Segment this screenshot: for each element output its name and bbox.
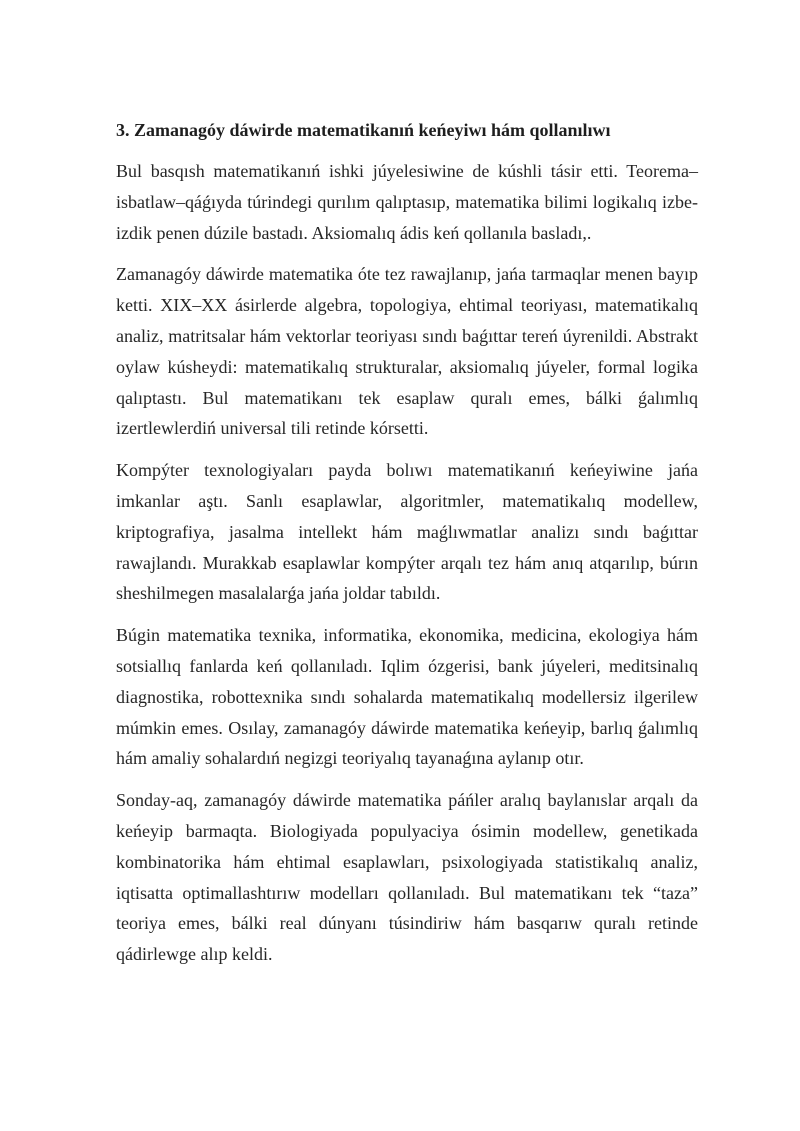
paragraph-5: Sonday-aq, zamanagóy dáwirde matematika páńler aralıq baylanıslar arqalı da keńeyip barmaqta. Biologiyada populyaciya ósimin modellew, genetikada kombinatorika hám ehtimal esaplawları, psixologiyada statistikalıq analiz, iqtisatta optimallashtırıw modelları qollanıladı. Bul matematikanı tek “taza” teoriya emes, bálki real dúnyanı túsindiriw hám basqarıw quralı retinde qádirlewge alıp keldi. [116,790,698,965]
document-page [116,116,698,981]
paragraph-3: Kompýter texnologiyaları payda bolıwı matematikanıń keńeyiwine jańa imkanlar aştı. Sanlı esaplawlar, algoritmler, matematikalıq modellew, kriptografiya, jasalma intellekt hám maǵlıwmatlar analizı sındı baǵıttar rawajlandı. Murakkab esaplawlar kompýter arqalı tez hám anıq atqarılıp, búrın sheshilmegen masalalarǵa jańa joldar tabıldı. [116,460,698,604]
section-heading: 3. Zamanagóy dáwirde matematikanıń keńeyiwı hám qollanılıwı [116,120,611,140]
paragraph-2: Zamanagóy dáwirde matematika óte tez rawajlanıp, jańa tarmaqlar menen bayıp ketti. XIX–XX ásirlerde algebra, topologiya, ehtimal teoriyası, matematikalıq analiz, matritsalar hám vektorlar teoriyası sındı baǵıttar tereń úyrenildi. Abstrakt oylaw kúsheydi: matematikalıq strukturalar, aksiomalıq júyeler, formal logika qalıptastı. Bul matematikanı tek esaplaw quralı emes, bálki ǵalımlıq izertlewlerdiń universal tili retinde kórsetti. [116,264,698,439]
paragraph-4: Búgin matematika texnika, informatika, ekonomika, medicina, ekologiya hám sotsiallıq fanlarda keń qollanıladı. Iqlim ózgerisi, bank júyeleri, meditsinalıq diagnostika, robottexnika sındı sohalarda matematikalıq modellersiz ilgerilew múmkin emes. Osılay, zamanagóy dáwirde matematika keńeyip, barlıq ǵalımlıq hám amaliy sohalardıń negizgi teoriyalıq tayanaǵına aylanıp otır. [116,625,698,769]
paragraph-1: Bul basqısh matematikanıń ishki júyelesiwine de kúshli tásir etti. Teorema–isbatlaw–qáǵıyda túrindegi qurılım qalıptasıp, matematika bilimi logikalıq izbe-izdik penen dúzile bastadı. Aksiomalıq ádis keń qollanıla basladı,. [116,161,698,243]
